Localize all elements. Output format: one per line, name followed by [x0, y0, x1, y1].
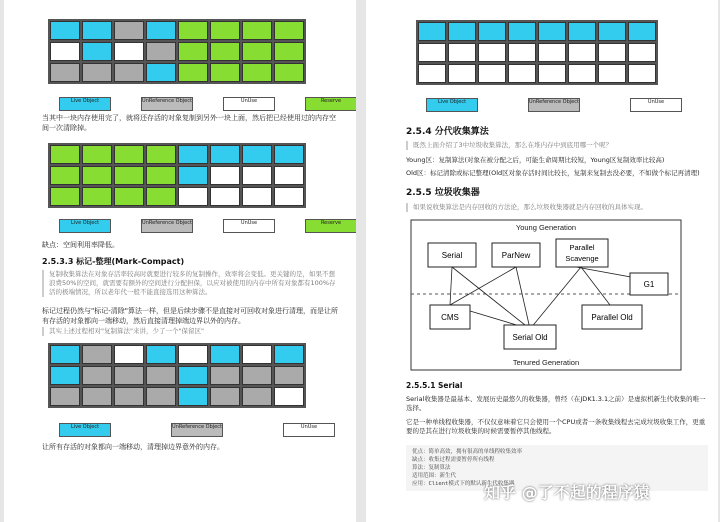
memory-cell-unuse — [568, 43, 596, 62]
memory-cell-reserve — [178, 21, 208, 40]
memory-cell-unuse — [274, 166, 304, 185]
box-serial-old-label: Serial Old — [512, 333, 548, 342]
memory-cell-unuse — [628, 64, 656, 83]
heading-mark-compact: 2.5.3.3 标记-整理(Mark-Compact) — [42, 257, 185, 266]
memory-cell-unuse — [448, 64, 476, 83]
memory-cell-unuse — [478, 43, 506, 62]
quote-collectors: 如果说收集算法是内存回收的方法论，那么垃圾收集器就是内存回收的具体实现。 — [406, 203, 703, 212]
memory-cell-live — [146, 63, 176, 82]
text-copy-desc: 当其中一块内存使用完了，就将还存活的对象复制到另外一块上面，然后把已经使用过的内存空间一次清除掉。 — [42, 114, 336, 132]
memory-cell-live — [146, 21, 176, 40]
memory-cell-reserve — [178, 63, 208, 82]
left-page — [4, 0, 356, 522]
memory-cell-reserve — [242, 21, 272, 40]
memory-cell-live — [508, 22, 536, 41]
memory-cell-unuse — [568, 64, 596, 83]
heading-generational: 2.5.4 分代收集算法 — [406, 127, 489, 137]
memory-cell-unref — [50, 387, 80, 406]
text-mark-process: 标记过程仍然与"标记-清除"算法一样，但是后续步骤不是直接对可回收对象进行清理，而是让所有存活的对象都向一端移动，然后直接清理掉端边界以外的内存。 — [42, 307, 338, 325]
memory-cell-reserve — [82, 187, 112, 206]
memory-cell-live — [146, 345, 176, 364]
memory-cell-unuse — [114, 345, 144, 364]
legend-unuse: UnUse — [223, 219, 275, 233]
text-old: Old区：标记清除或标记整理(Old区对象存活时间比较长，复制来复制去没必要，不如做个标记再清理) — [406, 169, 700, 177]
svg-text:Parallel: Parallel — [569, 243, 595, 252]
memory-cell-live — [274, 345, 304, 364]
memory-cell-unuse — [418, 43, 446, 62]
memory-cell-unuse — [598, 64, 626, 83]
legend-unref: UnReference Object — [171, 423, 223, 437]
memory-cell-reserve — [114, 187, 144, 206]
memory-cell-unref — [242, 387, 272, 406]
memory-cell-reserve — [82, 145, 112, 164]
memory-grid-compact — [48, 343, 306, 408]
memory-cell-live — [448, 22, 476, 41]
memory-cell-live — [274, 145, 304, 164]
legend-live: Live Object — [59, 219, 111, 233]
memory-cell-live — [242, 145, 272, 164]
memory-cell-reserve — [274, 21, 304, 40]
heading-serial: 2.5.5.1 Serial — [406, 381, 463, 390]
memory-cell-reserve — [274, 42, 304, 61]
memory-cell-reserve — [50, 166, 80, 185]
text-defect: 缺点：空间利用率降低。 — [42, 241, 119, 249]
memory-cell-reserve — [50, 187, 80, 206]
memory-cell-unref — [146, 387, 176, 406]
memory-cell-unuse — [448, 43, 476, 62]
memory-cell-live — [178, 387, 208, 406]
memory-cell-unref — [274, 366, 304, 385]
legend — [59, 97, 356, 111]
memory-cell-live — [50, 345, 80, 364]
memory-cell-unuse — [598, 43, 626, 62]
memory-cell-unuse — [274, 387, 304, 406]
legend — [59, 219, 356, 233]
legend-reserve: Reserve — [305, 219, 356, 233]
memory-grid-copy-after — [48, 143, 306, 208]
memory-cell-unuse — [242, 345, 272, 364]
memory-cell-unref — [82, 387, 112, 406]
memory-cell-live — [178, 166, 208, 185]
memory-cell-unuse — [242, 187, 272, 206]
collector-diagram — [410, 219, 682, 371]
memory-cell-live — [538, 22, 566, 41]
code-line: 缺点：收集过程需要暂停所有线程 — [412, 457, 495, 463]
memory-cell-live — [82, 42, 112, 61]
legend-unref: UnReference Object — [141, 97, 193, 111]
memory-cell-unref — [242, 366, 272, 385]
legend-live: Live Object — [59, 97, 111, 111]
memory-cell-unuse — [628, 43, 656, 62]
memory-cell-live — [210, 145, 240, 164]
memory-cell-reserve — [210, 63, 240, 82]
memory-cell-unuse — [178, 345, 208, 364]
legend-live: Live Object — [426, 98, 478, 112]
text-compact-desc: 让所有存活的对象都向一端移动，清理掉边界意外的内存。 — [42, 443, 224, 451]
legend-unuse: UnUse — [283, 423, 335, 437]
memory-cell-unref — [210, 366, 240, 385]
memory-cell-live — [628, 22, 656, 41]
memory-cell-live — [178, 145, 208, 164]
memory-cell-unuse — [210, 166, 240, 185]
label-young-generation: Young Generation — [515, 223, 577, 232]
memory-cell-reserve — [82, 166, 112, 185]
text-serial-thread: 它是一种单线程收集器，不仅仅意味着它只会使用一个CPU或者一条收集线程去完成垃圾收集工作，更重要的是其在进行垃圾收集的时候需要暂停其他线程。 — [406, 418, 706, 435]
memory-cell-unref — [50, 63, 80, 82]
memory-cell-unuse — [508, 43, 536, 62]
legend-unuse: UnUse — [630, 98, 682, 112]
memory-cell-live — [568, 22, 596, 41]
memory-cell-reserve — [242, 42, 272, 61]
legend-unref: UnReference Object — [141, 219, 193, 233]
code-line: 算法：复制算法 — [412, 465, 451, 471]
box-parnew-label: ParNew — [501, 251, 531, 260]
text-serial-intro: Serial收集器是最基本、发展历史最悠久的收集器，曾经（在JDK1.3.1之前）是虚拟机新生代收集的唯一选择。 — [406, 395, 706, 412]
memory-cell-live — [82, 21, 112, 40]
memory-cell-unuse — [210, 187, 240, 206]
memory-cell-unuse — [538, 64, 566, 83]
memory-cell-unuse — [50, 42, 80, 61]
svg-text:Scavenge: Scavenge — [565, 254, 599, 263]
memory-cell-unuse — [274, 187, 304, 206]
memory-cell-unref — [114, 366, 144, 385]
memory-cell-reserve — [210, 21, 240, 40]
memory-cell-live — [598, 22, 626, 41]
memory-cell-unuse — [114, 42, 144, 61]
box-cms-label: CMS — [441, 313, 459, 322]
memory-cell-unuse — [478, 64, 506, 83]
legend — [426, 98, 682, 112]
memory-cell-reserve — [210, 42, 240, 61]
quote-mark-compact: 复制收集算法在对象存活率较高时就要进行较多的复制操作，效率将会变低。更关键的是，如果不想浪费50%的空间，就需要有额外的空间进行分配担保，以应对被使用的内存中所有对象都有100%存活的极端情况，所以老年代一般不能直接选用这种算法。 — [42, 270, 341, 297]
memory-cell-unref — [82, 63, 112, 82]
memory-cell-reserve — [114, 145, 144, 164]
memory-cell-live — [50, 366, 80, 385]
legend — [59, 423, 335, 437]
memory-cell-unuse — [418, 64, 446, 83]
memory-grid-generational — [416, 20, 658, 85]
memory-cell-unuse — [508, 64, 536, 83]
memory-cell-live — [418, 22, 446, 41]
memory-cell-reserve — [114, 166, 144, 185]
text-young: Young区：复制算法(对象在被分配之后，可能生命周期比较短，Young区复制效率比较高) — [406, 156, 665, 164]
memory-cell-reserve — [274, 63, 304, 82]
memory-cell-reserve — [146, 145, 176, 164]
memory-cell-reserve — [146, 187, 176, 206]
memory-cell-unref — [146, 366, 176, 385]
box-serial-label: Serial — [441, 251, 463, 260]
memory-cell-unref — [146, 42, 176, 61]
legend-unref: UnReference Object — [528, 98, 580, 112]
memory-cell-unref — [210, 387, 240, 406]
memory-cell-live — [50, 21, 80, 40]
box-parallel-old-label: Parallel Old — [591, 313, 633, 322]
heading-collectors: 2.5.5 垃圾收集器 — [406, 188, 480, 198]
legend-live: Live Object — [59, 423, 111, 437]
memory-cell-reserve — [146, 166, 176, 185]
memory-cell-live — [178, 366, 208, 385]
memory-cell-unref — [82, 366, 112, 385]
code-line: 适用范围：新生代 — [412, 473, 457, 479]
memory-cell-reserve — [242, 63, 272, 82]
watermark: 知乎 @了不起的程序猿 — [484, 483, 650, 502]
label-tenured-generation: Tenured Generation — [512, 358, 580, 367]
code-line: 优点：简单高效，拥有很高的单线程收集效率 — [412, 449, 523, 455]
memory-cell-unref — [114, 63, 144, 82]
legend-unuse: UnUse — [223, 97, 275, 111]
legend-reserve: Reserve — [305, 97, 356, 111]
quote-generational: 既然上面介绍了3中垃圾收集算法，那么在堆内存中到底用哪一个呢？ — [406, 141, 703, 150]
memory-cell-unuse — [242, 166, 272, 185]
memory-cell-unref — [82, 345, 112, 364]
memory-cell-reserve — [50, 145, 80, 164]
memory-cell-unref — [114, 387, 144, 406]
box-g1-label: G1 — [643, 280, 655, 289]
memory-cell-live — [478, 22, 506, 41]
memory-cell-unuse — [178, 187, 208, 206]
quote-reserve: 其实上述过程相对"复制算法"来讲，少了一个"保留区" — [42, 327, 341, 336]
memory-cell-unuse — [538, 43, 566, 62]
memory-grid-copy-before — [48, 19, 306, 84]
memory-cell-unref — [114, 21, 144, 40]
memory-cell-reserve — [178, 42, 208, 61]
code-line: 应用：Client模式下的默认新生代收集器 — [412, 481, 515, 487]
memory-cell-live — [210, 345, 240, 364]
right-page — [366, 0, 718, 522]
